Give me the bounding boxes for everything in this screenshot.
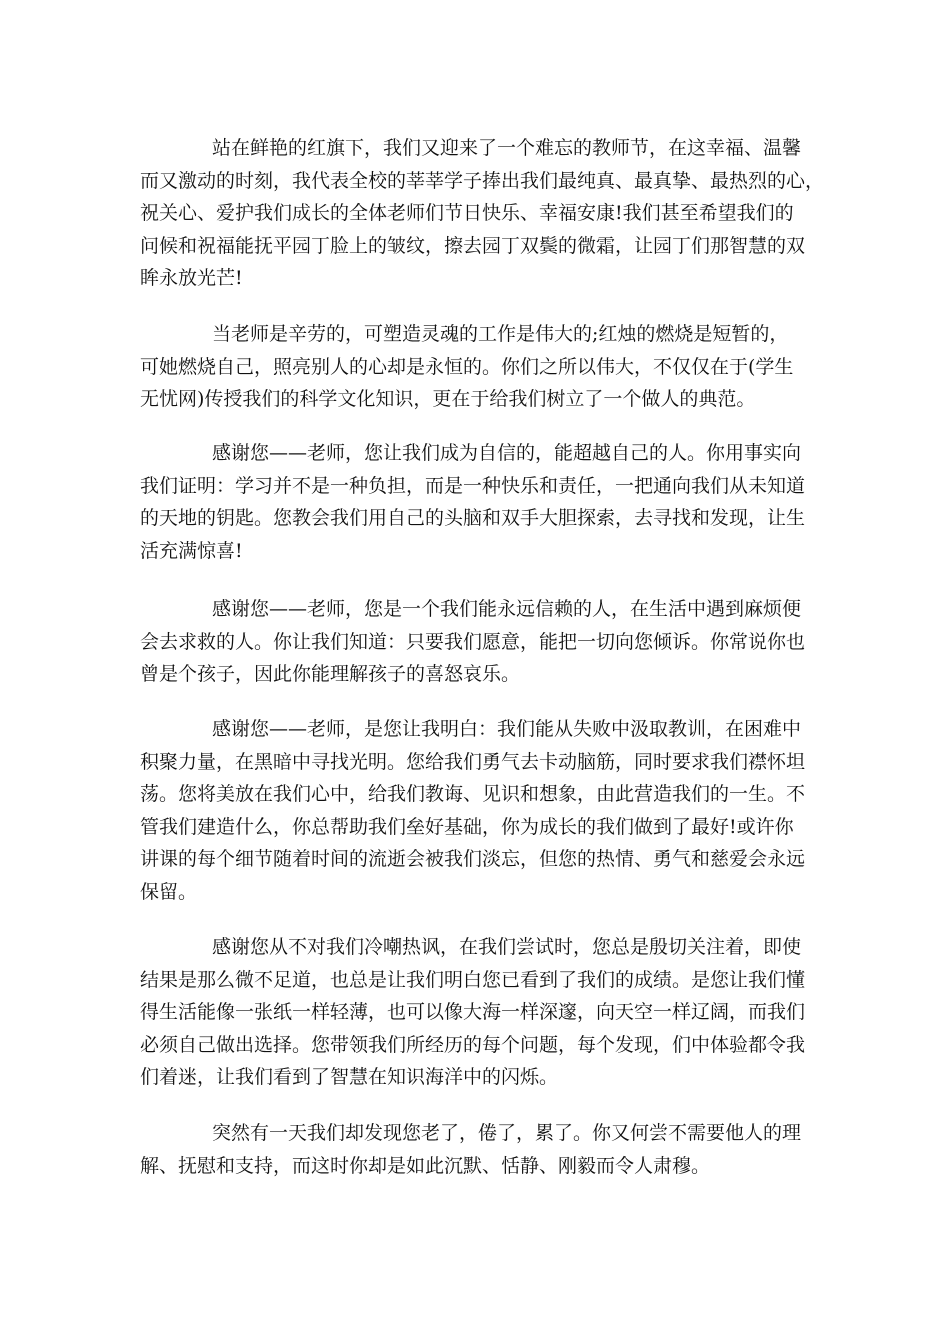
paragraph-line: 站在鲜艳的红旗下，我们又迎来了一个难忘的教师节，在这幸福、温馨: [212, 137, 802, 159]
paragraph-line: 必须自己做出选择。您带领我们所经历的每个问题，每个发现，们中体验都令我: [140, 1033, 806, 1056]
paragraph-line: 可她燃烧自己，照亮别人的心却是永恒的。你们之所以伟大，不仅仅在于(学生: [140, 355, 794, 378]
paragraph-line: 管我们建造什么，你总帮助我们垒好基础，你为成长的我们做到了最好!或许你: [140, 815, 794, 838]
paragraph-line: 保留。: [140, 880, 198, 903]
paragraph-line: 们着迷，让我们看到了智慧在知识海洋中的闪烁。: [140, 1066, 559, 1088]
paragraph-line: 解、抚慰和支持，而这时你却是如此沉默、恬静、刚毅而令人肃穆。: [140, 1154, 711, 1177]
paragraph-line: 积聚力量，在黑暗中寻找光明。您给我们勇气去卡动脑筋，同时要求我们襟怀坦: [140, 750, 806, 773]
paragraph-line: 感谢您——老师，是您让我明白：我们能从失败中汲取教训，在困难中: [212, 718, 802, 740]
paragraph-line: 结果是那么微不足道，也总是让我们明白您已看到了我们的成绩。是您让我们懂: [140, 968, 806, 991]
paragraph-line: 感谢您——老师，您让我们成为自信的，能超越自己的人。你用事实向: [212, 442, 802, 464]
paragraph-5: [140, 713, 820, 908]
paragraph-line: 感谢您——老师，您是一个我们能永远信赖的人，在生活中遇到麻烦便: [212, 598, 802, 620]
paragraph-2: [140, 318, 820, 416]
paragraph-line: 活充满惊喜!: [140, 539, 243, 562]
paragraph-line: 当老师是辛劳的，可塑造灵魂的工作是伟大的;红烛的燃烧是短暂的，: [212, 323, 789, 345]
paragraph-line: 无忧网)传授我们的科学文化知识，更在于给我们树立了一个做人的典范。: [140, 388, 756, 410]
paragraph-1: [140, 132, 825, 295]
paragraph-line: 荡。您将美放在我们心中，给我们教诲、见识和想象，由此营造我们的一生。不: [140, 783, 806, 805]
paragraph-line: 会去求救的人。你让我们知道：只要我们愿意，能把一切向您倾诉。你常说你也: [140, 630, 806, 653]
paragraph-3: [140, 437, 820, 567]
paragraph-7: [140, 1117, 820, 1182]
paragraph-line: 感谢您从不对我们冷嘲热讽，在我们尝试时，您总是殷切关注着，即使: [212, 936, 802, 958]
paragraph-line: 的天地的钥匙。您教会我们用自己的头脑和双手大胆探索，去寻找和发现，让生: [140, 507, 806, 529]
paragraph-line: 而又激动的时刻，我代表全校的莘莘学子捧出我们最纯真、最真挚、最热烈的心，: [140, 169, 825, 192]
paragraph-line: 我们证明：学习并不是一种负担，而是一种快乐和责任，一把通向我们从未知道: [140, 474, 806, 497]
paragraph-line: 得生活能像一张纸一样轻薄，也可以像大海一样深邃，向天空一样辽阔，而我们: [140, 1001, 806, 1023]
paragraph-line: 讲课的每个细节随着时间的流逝会被我们淡忘，但您的热情、勇气和慈爱会永远: [140, 848, 806, 870]
paragraph-6: [140, 931, 820, 1094]
paragraph-line: 曾是个孩子，因此你能理解孩子的喜怒哀乐。: [140, 663, 521, 685]
paragraph-line: 祝关心、爱护我们成长的全体老师们节日快乐、幸福安康!我们甚至希望我们的: [140, 202, 794, 224]
paragraph-line: 突然有一天我们却发现您老了，倦了，累了。你又何尝不需要他人的理: [212, 1122, 802, 1144]
paragraph-line: 眸永放光芒!: [140, 267, 243, 289]
paragraph-4: [140, 593, 820, 691]
paragraph-line: 问候和祝福能抚平园丁脸上的皱纹，擦去园丁双鬓的微霜，让园丁们那智慧的双: [140, 234, 806, 257]
